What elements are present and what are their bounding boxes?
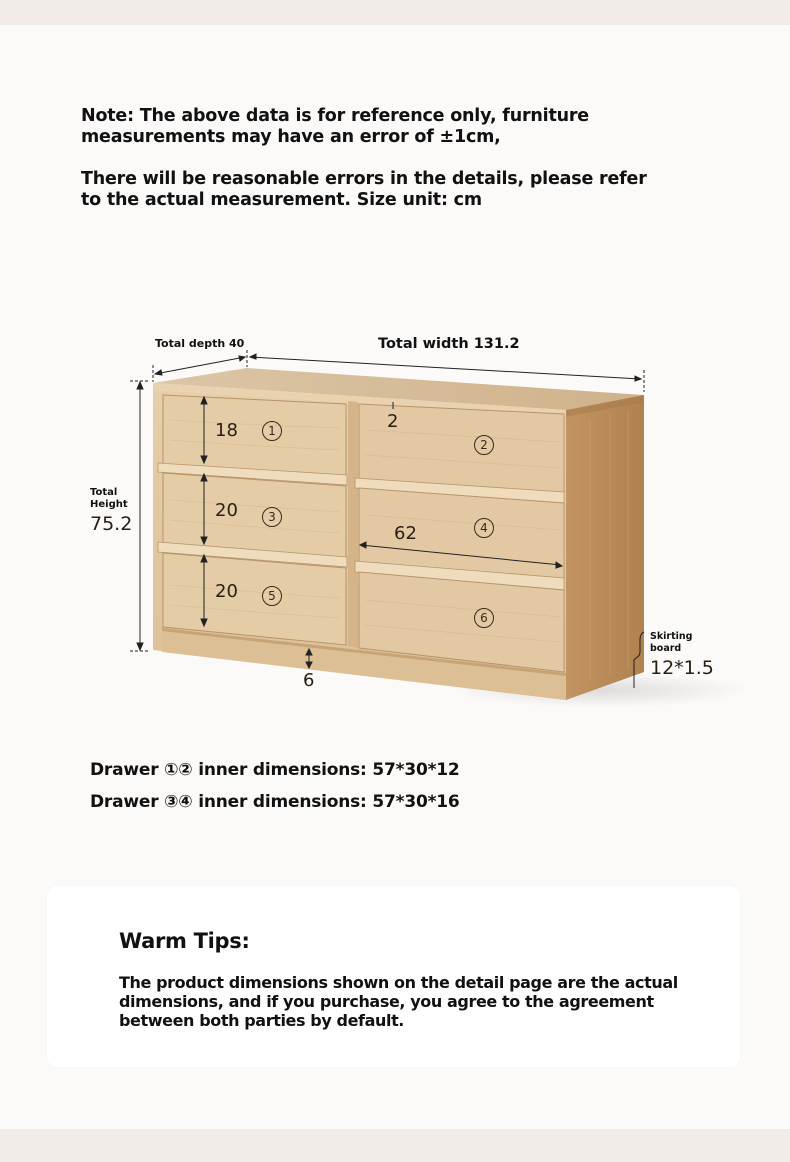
dresser-dimension-diagram xyxy=(0,320,790,720)
warm-tips-body: The product dimensions shown on the detail page are the actual dimensions, and if you purchase, you agree to the agreement between both parties by default. xyxy=(119,973,678,1030)
total-height-label-line2: Height xyxy=(90,499,128,510)
drawer-3-height: 20 xyxy=(215,500,238,521)
base-height-value: 6 xyxy=(303,670,315,691)
skirting-value: 12*1.5 xyxy=(650,657,714,679)
bottom-band xyxy=(0,1129,790,1162)
drawer-3-badge: 3 xyxy=(262,507,282,527)
drawer-1-badge: 1 xyxy=(262,421,282,441)
drawer-1-height: 18 xyxy=(215,420,238,441)
drawer-width-value: 62 xyxy=(394,523,417,544)
drawer-5-height: 20 xyxy=(215,581,238,602)
drawer-2-badge: 2 xyxy=(474,435,494,455)
total-depth-label: Total depth 40 xyxy=(155,337,245,350)
note-reference-disclaimer: Note: The above data is for reference only, furniture measurements may have an error of ±1cm, xyxy=(81,106,589,147)
warm-tips-title: Warm Tips: xyxy=(119,929,250,953)
note-measurement-disclaimer: There will be reasonable errors in the details, please refer to the actual measurement. Size unit: cm xyxy=(81,169,647,210)
total-height-value: 75.2 xyxy=(90,513,133,535)
skirting-label-line2: board xyxy=(650,643,682,654)
warm-tips-card xyxy=(47,886,740,1067)
top-gap-value: 2 xyxy=(387,411,399,432)
total-height-label-line1: Total xyxy=(90,487,118,498)
drawer-spec-1-2: Drawer ①② inner dimensions: 57*30*12 xyxy=(90,760,460,780)
drawer-4-badge: 4 xyxy=(474,518,494,538)
drawer-6-badge: 6 xyxy=(474,608,494,628)
skirting-label-line1: Skirting xyxy=(650,631,693,642)
top-band xyxy=(0,0,790,25)
drawer-5-badge: 5 xyxy=(262,586,282,606)
total-width-label: Total width 131.2 xyxy=(378,336,520,352)
drawer-spec-3-4: Drawer ③④ inner dimensions: 57*30*16 xyxy=(90,792,460,812)
